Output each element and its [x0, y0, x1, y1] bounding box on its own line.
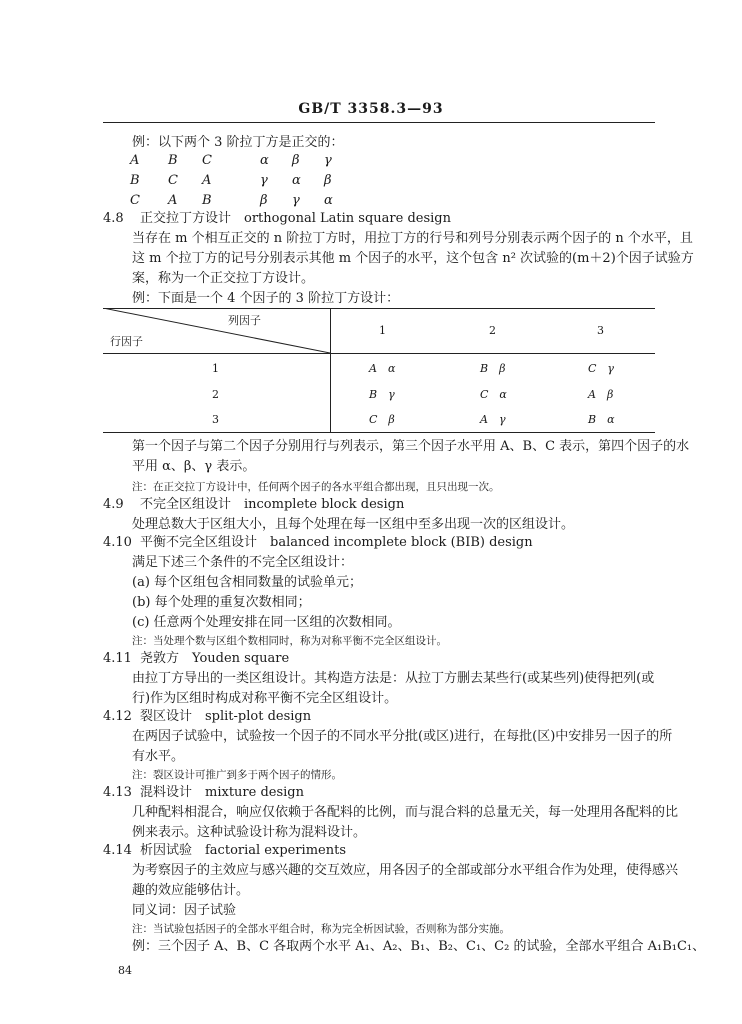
- term-body-line: 处理总数大于区组大小，且每个处理在每一区组中至多出现一次的区组设计。: [132, 517, 575, 532]
- table-cell: A γ: [480, 413, 506, 426]
- term-title: 正交拉丁方设计 orthogonal Latin square design: [140, 211, 451, 226]
- table-header-rule: [103, 353, 655, 354]
- ls-cell: B: [130, 173, 140, 188]
- ls-cell: γ: [324, 153, 332, 168]
- term-title: 平衡不完全区组设计 balanced incomplete block (BIB) design: [140, 535, 533, 550]
- table-bottom-rule: [103, 432, 655, 433]
- synonym-line: 同义词：因子试验: [132, 903, 237, 918]
- term-number: 4.13: [103, 785, 132, 800]
- table-explanation-line: 第一个因子与第二个因子分别用行与列表示，第三个因子水平用 A、B、C 表示，第四个因子的水: [132, 439, 690, 454]
- column-label: 2: [489, 324, 496, 337]
- term-body-line: 几种配料相混合，响应仅依赖于各配料的比例，而与混合料的总量无关，每一处理用各配料的比: [132, 805, 679, 820]
- header-rule: [103, 122, 655, 123]
- term-number: 4.8: [103, 211, 124, 226]
- ls-cell: γ: [260, 173, 268, 188]
- ls-cell: β: [260, 193, 268, 208]
- term-number: 4.12: [103, 709, 132, 724]
- ls-cell: C: [202, 153, 212, 168]
- term-body-line: 行)作为区组时构成对称平衡不完全区组设计。: [132, 691, 398, 706]
- term-body-line: 案，称为一个正交拉丁方设计。: [132, 271, 315, 286]
- term-title: 析因试验 factorial experiments: [140, 843, 347, 858]
- note-text: 注：当处理个数与区组个数相同时，称为对称平衡不完全区组设计。: [132, 635, 447, 647]
- term-title: 混料设计 mixture design: [140, 785, 304, 800]
- term-number: 4.11: [103, 651, 132, 666]
- example-text: 例：三个因子 A、B、C 各取两个水平 A₁、A₂、B₁、B₂、C₁、C₂ 的试验，全部水平组合 A₁B₁C₁、: [132, 939, 706, 954]
- table-cell: C γ: [588, 362, 614, 375]
- term-body-line: (a) 每个区组包含相同数量的试验单元；: [132, 575, 363, 590]
- ls-cell: β: [324, 173, 332, 188]
- example-intro: 例：以下两个 3 阶拉丁方是正交的：: [132, 135, 344, 150]
- table-column-divider: [330, 308, 331, 432]
- row-label: 1: [212, 362, 219, 375]
- ls-cell: A: [168, 193, 178, 208]
- term-number: 4.9: [103, 497, 124, 512]
- table-cell: A β: [588, 388, 614, 401]
- row-label: 3: [212, 413, 219, 426]
- row-factor-header: 行因子: [110, 335, 143, 348]
- column-factor-header: 列因子: [228, 314, 261, 327]
- ls-cell: A: [202, 173, 212, 188]
- column-label: 1: [379, 324, 386, 337]
- table-cell: B β: [480, 362, 506, 375]
- table-cell: B α: [588, 413, 615, 426]
- ls-cell: C: [130, 193, 140, 208]
- ls-cell: A: [130, 153, 140, 168]
- ls-cell: C: [168, 173, 178, 188]
- ls-cell: β: [292, 153, 300, 168]
- ls-cell: α: [292, 173, 301, 188]
- note-text: 注：当试验包括因子的全部水平组合时，称为完全析因试验，否则称为部分实施。: [132, 923, 510, 935]
- term-title: 裂区设计 split-plot design: [140, 709, 312, 724]
- term-body-line: 为考察因子的主效应与感兴趣的交互效应，用各因子的全部或部分水平组合作为处理，使得感兴: [132, 863, 679, 878]
- term-title: 不完全区组设计 incomplete block design: [140, 497, 405, 512]
- term-body-line: 例来表示。这种试验设计称为混料设计。: [132, 825, 367, 840]
- term-body-line: 趣的效应能够估计。: [132, 883, 250, 898]
- ls-cell: α: [260, 153, 269, 168]
- table-cell: C α: [480, 388, 507, 401]
- table-explanation-line: 平用 α、β、γ 表示。: [132, 459, 256, 474]
- term-body-line: 当存在 m 个相互正交的 n 阶拉丁方时，用拉丁方的行号和列号分别表示两个因子的 n 个水平，且: [132, 231, 693, 246]
- term-body-line: (b) 每个处理的重复次数相同；: [132, 595, 311, 610]
- term-body-line: 在两因子试验中，试验按一个因子的不同水平分批(或区)进行，在每批(区)中安排另一因子的所: [132, 729, 673, 744]
- row-label: 2: [212, 388, 219, 401]
- standard-code-header: GB/T 3358.3—93: [298, 101, 444, 117]
- example-text: 例：下面是一个 4 个因子的 3 阶拉丁方设计：: [132, 291, 400, 306]
- page-number: 84: [118, 964, 132, 977]
- term-body-line: 这 m 个拉丁方的记号分别表示其他 m 个因子的水平，这个包含 n² 次试验的(m＋2)个因子试验方: [132, 251, 694, 266]
- term-number: 4.10: [103, 535, 132, 550]
- ls-cell: α: [324, 193, 333, 208]
- term-body-line: 满足下述三个条件的不完全区组设计：: [132, 555, 354, 570]
- column-label: 3: [597, 324, 604, 337]
- ls-cell: γ: [292, 193, 300, 208]
- table-cell: B γ: [369, 388, 395, 401]
- term-body-line: (c) 任意两个处理安排在同一区组的次数相同。: [132, 615, 401, 630]
- ls-cell: B: [168, 153, 178, 168]
- term-number: 4.14: [103, 843, 132, 858]
- term-body-line: 有水平。: [132, 749, 185, 764]
- note-text: 注：在正交拉丁方设计中，任何两个因子的各水平组合都出现，且只出现一次。: [132, 481, 500, 493]
- table-cell: A α: [369, 362, 396, 375]
- term-title: 尧敦方 Youden square: [140, 651, 290, 666]
- term-body-line: 由拉丁方导出的一类区组设计。其构造方法是：从拉丁方删去某些行(或某些列)使得把列(或: [132, 671, 655, 686]
- ls-cell: B: [202, 193, 212, 208]
- note-text: 注：裂区设计可推广到多于两个因子的情形。: [132, 769, 342, 781]
- table-cell: C β: [369, 413, 395, 426]
